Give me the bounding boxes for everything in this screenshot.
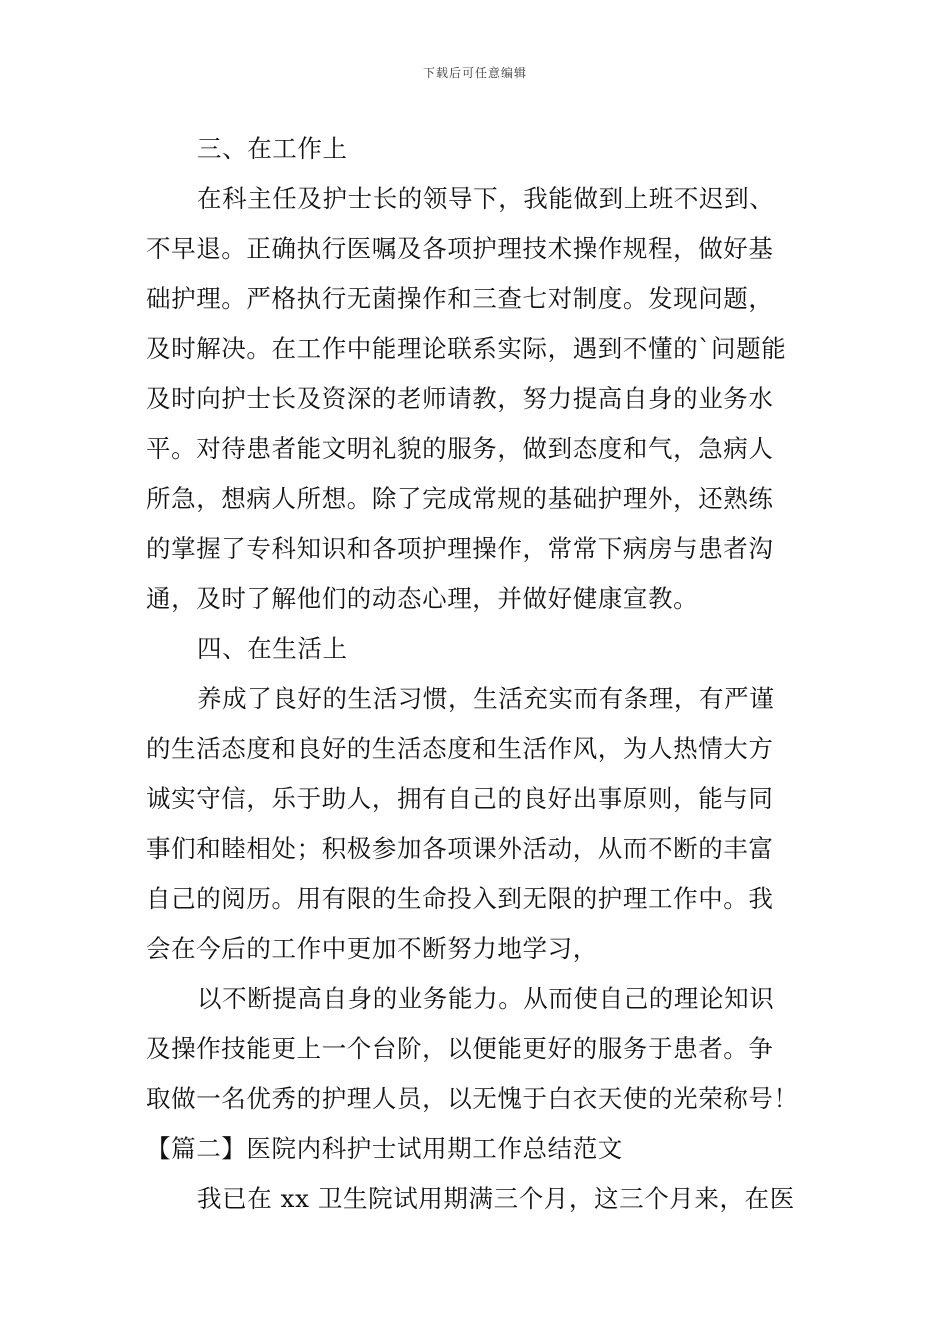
paragraph-line: 会在今后的工作中更加不断努力地学习，	[146, 934, 598, 963]
paragraph-line: 养成了良好的生活习惯，生活充实而有条理，有严谨	[197, 684, 775, 713]
paragraph-line: 所急，想病人所想。除了完成常规的基础护理外，还熟练	[146, 484, 774, 513]
paragraph-line: 的掌握了专科知识和各项护理操作，常常下病房与患者沟	[146, 534, 774, 563]
paragraph-line: 及操作技能更上一个台阶，以便能更好的服务于患者。争	[146, 1034, 774, 1063]
paragraph-line: 不早退。正确执行医嘱及各项护理技术操作规程，做好基	[146, 234, 774, 263]
paragraph-line: 及时向护士长及资深的老师请教，努力提高自身的业务水	[146, 384, 774, 413]
paragraph-line: 以不断提高自身的业务能力。从而使自己的理论知识	[197, 984, 775, 1013]
paragraph-line: 平。对待患者能文明礼貌的服务，做到态度和气，急病人	[146, 434, 774, 463]
paragraph-line: 通，及时了解他们的动态心理，并做好健康宣教。	[146, 584, 699, 613]
paragraph-line: 础护理。严格执行无菌操作和三查七对制度。发现问题，	[146, 284, 774, 313]
paragraph-line: 我已在 xx 卫生院试用期满三个月，这三个月来，在医	[197, 1184, 795, 1213]
paragraph-line: 取做一名优秀的护理人员，以无愧于白衣天使的光荣称号！	[146, 1084, 799, 1113]
document-body	[146, 124, 812, 1224]
paragraph-line: 的生活态度和良好的生活态度和生活作风，为人热情大方	[146, 734, 774, 763]
paragraph-line: 诚实守信，乐于助人，拥有自己的良好出事原则，能与同	[146, 784, 774, 813]
paragraph-line: 事们和睦相处；积极参加各项课外活动，从而不断的丰富	[146, 834, 774, 863]
paragraph-line: 在科主任及护士长的领导下，我能做到上班不迟到、	[197, 184, 775, 213]
paragraph-line: 及时解决。在工作中能理论联系实际，遇到不懂的`问题能	[146, 334, 787, 363]
section-heading-work: 三、在工作上	[197, 134, 348, 163]
article-title-part-two: 【篇二】医院内科护士试用期工作总结范文	[146, 1134, 623, 1163]
page-header: 下载后可任意编辑	[422, 66, 527, 80]
paragraph-line: 自己的阅历。用有限的生命投入到无限的护理工作中。我	[146, 884, 774, 913]
section-heading-life: 四、在生活上	[197, 634, 348, 663]
